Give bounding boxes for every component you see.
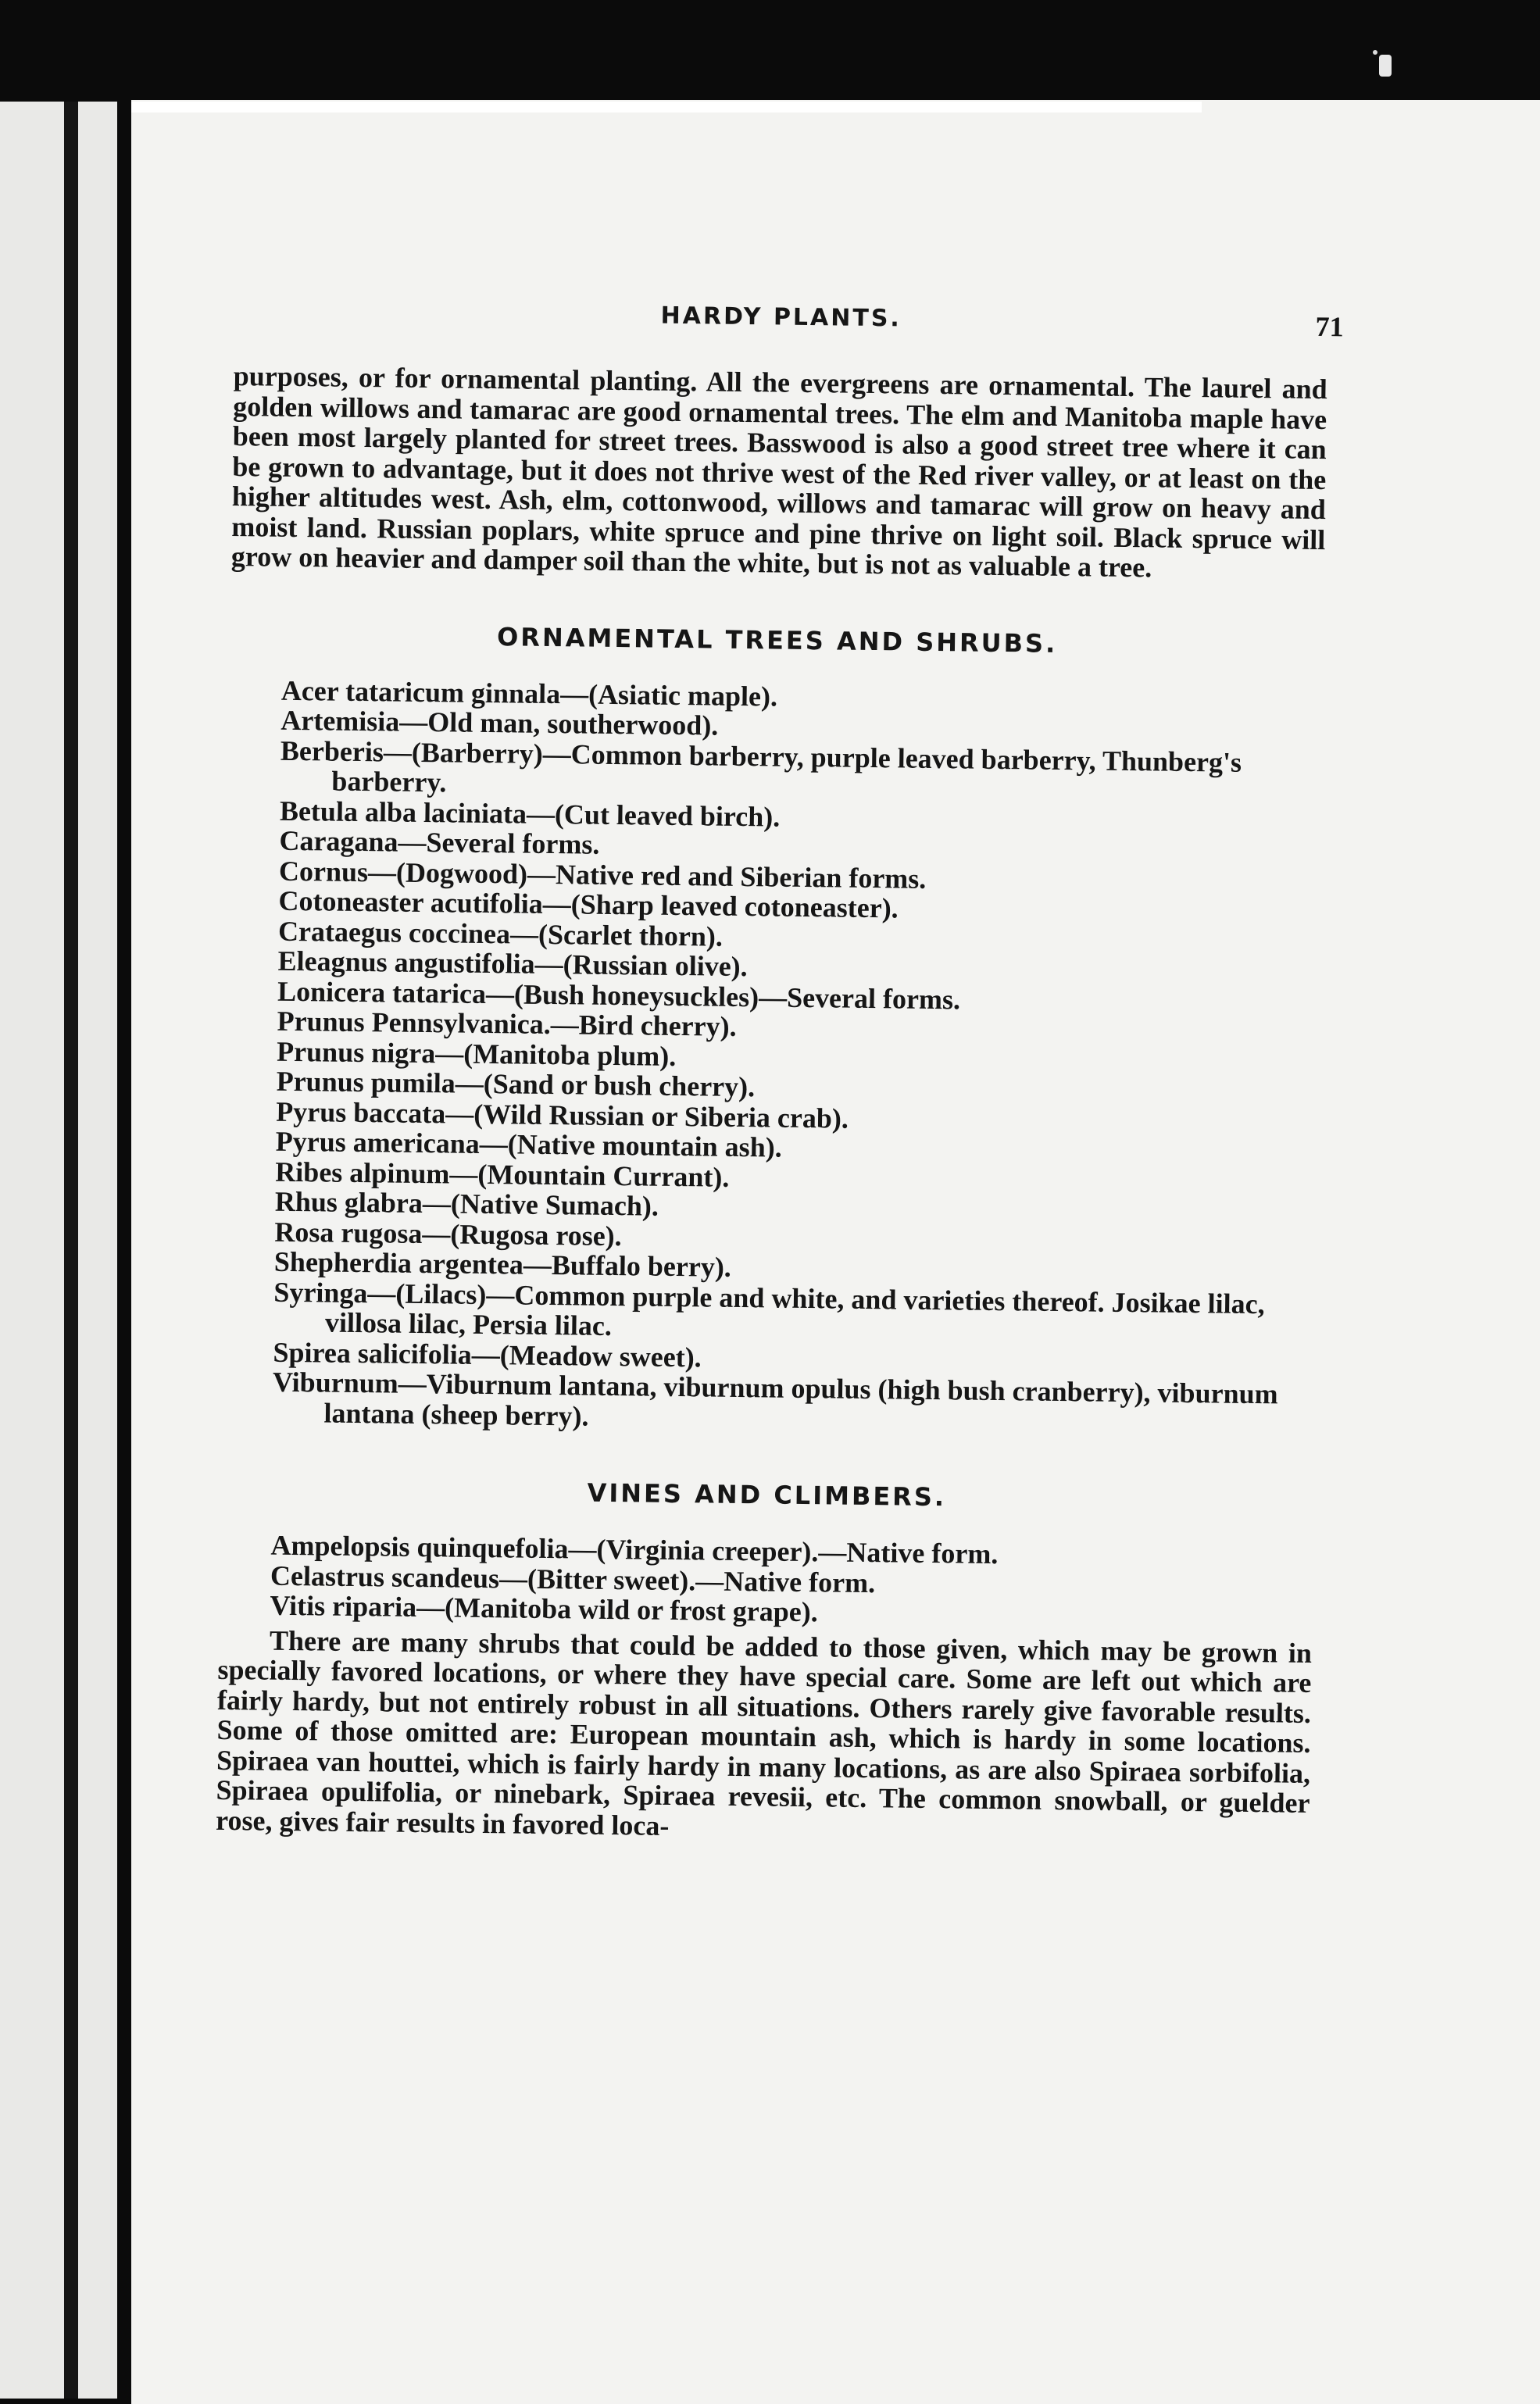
- list-item: Berberis—(Barberry)—Common barberry, purple leaved barberry, Thunberg's barberry.: [280, 734, 1242, 798]
- intro-paragraph: purposes, or for ornamental planting. All the evergreens are ornamental. The laurel and golden willows and tamarac are good ornamental trees. The elm and Manitoba maple have been most largely planted for street trees. Basswood is also a good street tree where it can be grown to advantage, but it does not thrive west of the Red river valley, or at least on the higher altitudes west. Ash, elm, cottonwood, willows and tamarac will grow on heavy and moist land. Russian poplars, white spruce and pine thrive on light soil. Black spruce will grow on heavier and damper soil than the white, but is not as valuable a tree.: [230, 359, 1327, 584]
- list-item: Acer tataricum ginnala—(Asiatic maple).: [280, 674, 778, 713]
- list-item: Artemisia—Old man, southerwood).: [280, 704, 719, 741]
- list-item: Rhus glabra—(Native Sumach).: [274, 1185, 659, 1222]
- closing-paragraph: There are many shrubs that could be added to those given, which may be grown in specially favored locations, or where they have special care. Some are left out which are fairly hardy, but not entirely robust in all situations. Others rarely give favorable results. Some of those omitted are: European mountain ash, which is hardy in some locations. Spiraea van houttei, which is fairly hardy in many locations, as are also Spiraea sorbifolia, Spiraea opulifolia, or ninebark, Spiraea revesii, etc. The common snowball, or guelder rose, gives fair results in favored loca-: [215, 1624, 1313, 1841]
- list-item: Caragana—Several forms.: [279, 824, 600, 860]
- list-item: Cornus—(Dogwood)—Native red and Siberian forms.: [278, 855, 927, 895]
- list-item: Ribes alpinum—(Mountain Currant).: [275, 1156, 730, 1193]
- list-item: Ampelopsis quinquefolia—(Virginia creeper).—Native form.: [270, 1529, 999, 1570]
- list-item: Prunus Pennsylvanica.—Bird cherry).: [277, 1005, 737, 1042]
- list-item: Pyrus americana—(Native mountain ash).: [275, 1125, 782, 1163]
- page-content: [215, 297, 1344, 1849]
- list-item: Celastrus scandeus—(Bitter sweet).—Native form.: [270, 1559, 876, 1598]
- list-item: Rosa rugosa—(Rugosa rose).: [274, 1216, 622, 1252]
- list-item: Spirea salicifolia—(Meadow sweet).: [273, 1336, 702, 1373]
- list-item: Syringa—(Lilacs)—Common purple and white, and varieties thereof. Josikae lilac, villosa lilac, Persia lilac.: [273, 1276, 1265, 1341]
- page-top-highlight: [131, 102, 1202, 113]
- list-item: Eleagnus angustifolia—(Russian olive).: [277, 945, 748, 983]
- list-item: Prunus nigra—(Manitoba plum).: [276, 1035, 677, 1072]
- ornamental-list: [220, 674, 1324, 1440]
- list-item: Crataegus coccinea—(Scarlet thorn).: [277, 915, 724, 952]
- vines-heading: VINES AND CLIMBERS.: [587, 1477, 947, 1513]
- list-item: Viburnum—Viburnum lantana, viburnum opulus (high bush cranberry), viburnum lantana (sheep berry).: [272, 1366, 1278, 1432]
- vines-list: [218, 1530, 1313, 1634]
- list-item: Prunus pumila—(Sand or bush cherry).: [276, 1065, 756, 1103]
- film-speck-small: [1373, 50, 1377, 55]
- adjacent-page-strip: [0, 102, 117, 2399]
- list-item: Betula alba laciniata—(Cut leaved birch).: [279, 795, 781, 833]
- list-item: Cotoneaster acutifolia—(Sharp leaved cotoneaster).: [278, 884, 899, 924]
- page-number: 71: [1315, 310, 1344, 343]
- ornamental-heading: ORNAMENTAL TREES AND SHRUBS.: [496, 621, 1058, 659]
- list-item: Lonicera tatarica—(Bush honeysuckles)—Several forms.: [277, 975, 961, 1015]
- list-item: Shepherdia argentea—Buffalo berry).: [273, 1245, 732, 1283]
- running-head-title: HARDY PLANTS.: [660, 302, 902, 333]
- film-speck: [1379, 55, 1392, 77]
- book-gutter: [64, 102, 78, 2399]
- list-item: Vitis riparia—(Manitoba wild or frost grape).: [270, 1589, 819, 1628]
- list-item: Pyrus baccata—(Wild Russian or Siberia crab).: [276, 1095, 849, 1134]
